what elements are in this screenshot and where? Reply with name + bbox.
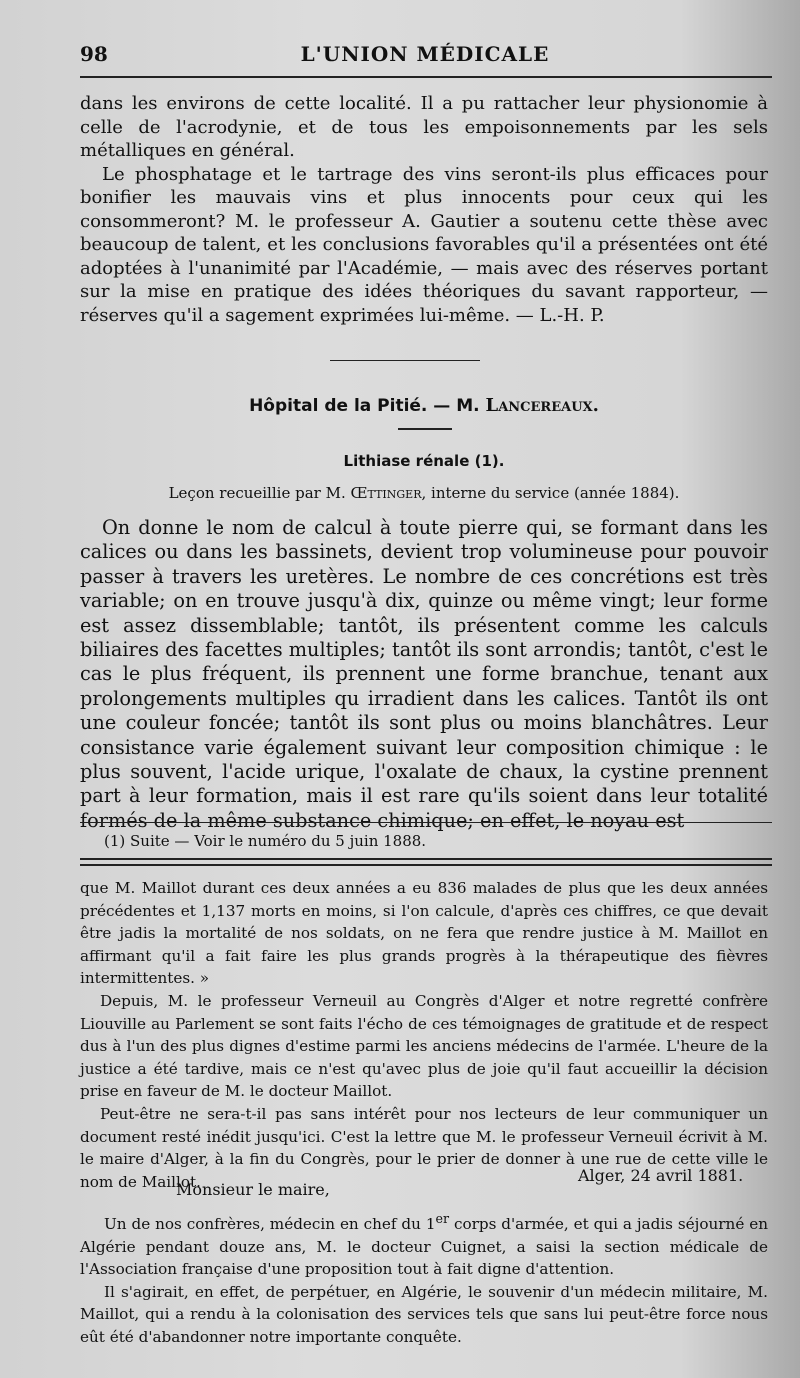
intro-paragraph: Le phosphatage et le tartrage des vins seront-ils plus efficaces pour bonifier les mauvais vins et plus innocents pour ceux qui les consommeront? M. le professeur A. Gautier a soutenu cette thèse avec beaucoup de talent, et les conclusions favorables qu'il a présentées ont été adoptées à l'unanimité par l'Académie, — mais avec des réserves portant sur la mise en pratique des idées théoriques du savant rapporteur, — réserves qu'il a sagement exprimées lui-même. — L.-H. P. xyxy=(80,163,768,326)
letter-body xyxy=(80,1208,768,1349)
byline-name: Œttinger xyxy=(350,484,422,502)
letter-text: corps d'armée, et qui a jadis séjourné en Algérie pendant douze ans, M. le docteur Cuignet, a saisi la section médicale de l'Association française d'une proposition tout à fait digne d'attention. xyxy=(80,1215,768,1279)
running-title: L'UNION MÉDICALE xyxy=(300,42,550,66)
feuilleton-paragraph: Depuis, M. le professeur Verneuil au Congrès d'Alger et notre regretté confrère Liouville au Parlement se sont faits l'écho de ces témoignages de gratitude et de respect dus à l'un des plus dignes d'estime parmi les anciens médecins de l'armée. L'heure de la justice a été tardive, mais ce n'est qu'avec plus de joie qu'il faut accueillir la décision prise en faveur de M. le docteur Maillot. xyxy=(80,991,768,1101)
byline-post: , interne du service (année 1884). xyxy=(421,484,680,502)
letter-salutation: Monsieur le maire, xyxy=(176,1180,330,1199)
intro-text xyxy=(80,92,768,327)
feuilleton-rule-bottom xyxy=(80,864,772,866)
section-title-text: Hôpital de la Pitié. — M. xyxy=(249,396,486,416)
letter-paragraph xyxy=(80,1208,768,1281)
byline xyxy=(80,484,768,502)
article-paragraph: On donne le nom de calcul à toute pierre qui, se formant dans les calices ou dans les bassinets, devient trop volumineuse pour pouvoir passer à travers les uretères. Le nombre de ces concrétions est très variable; on en trouve jusqu'à dix, quinze ou même vingt; leur forme est assez dissemblable; tantôt, ils présentent comme les calculs biliaires des facettes multiples; tantôt ils sont arrondis; tantôt, c'est le cas le plus fréquent, ils prennent une forme branchue, tenant aux prolongements multiples qu irradient dans les calices. Tantôt ils ont une couleur foncée; tantôt ils sont plus ou moins blanchâtres. Leur consistance varie également suivant leur composition chimique : le plus souvent, l'acide urique, l'oxalate de chaux, la cystine prennent part à leur formation, mais il est rare qu'ils soient dans leur totalité formés de la même substance chimique; en effet, le noyau est xyxy=(80,516,768,832)
letter-superscript: er xyxy=(435,1211,450,1226)
feuilleton-paragraph: que M. Maillot durant ces deux années a eu 836 malades de plus que les deux années précédentes et 1,137 morts en moins, si l'on calcule, d'après ces chiffres, ce que devait être jadis la mortalité de nos soldats, on ne fera que rendre justice à M. Maillot en affirmant qu'il a fait faire les plus grands progrès à la thérapeutique des fièvres intermittentes. » xyxy=(80,879,768,988)
letter-dateline: Alger, 24 avril 1881. xyxy=(578,1166,744,1185)
feuilleton-rule-top xyxy=(80,858,772,860)
feuilleton-text xyxy=(80,877,768,1193)
byline-pre: Leçon recueillie par M. xyxy=(168,484,351,502)
section-divider xyxy=(330,360,480,361)
article-subtitle: Lithiase rénale (1). xyxy=(343,452,505,470)
page-header xyxy=(80,42,770,72)
section-title-name: Lancereaux. xyxy=(485,395,599,416)
title-underline xyxy=(398,428,452,430)
letter-paragraph: Il s'agirait, en effet, de perpétuer, en Algérie, le souvenir d'un médecin militaire, M. Maillot, qui a rendu à la colonisation des services tels que sans lui peut-être force nous eût été d'abandonner notre importante conquête. xyxy=(80,1282,768,1347)
feuilleton-paragraph: Peut-être ne sera-t-il pas sans intérêt pour nos lecteurs de leur communiquer un document resté inédit jusqu'ici. C'est la lettre que M. le professeur Verneuil écrivit à M. le maire d'Alger, à la fin du Congrès, pour le prier de donner à une rue de cette ville le nom de Maillot. xyxy=(80,1104,768,1191)
header-rule xyxy=(80,76,772,78)
footnote: (1) Suite — Voir le numéro du 5 juin 1888. xyxy=(104,832,427,850)
section-title xyxy=(80,395,768,416)
letter-text: Un de nos confrères, médecin en chef du 1 xyxy=(104,1215,436,1234)
footnote-rule xyxy=(80,822,772,823)
intro-paragraph: dans les environs de cette localité. Il a pu rattacher leur physionomie à celle de l'acrodynie, et de tous les empoisonnements par les sels métalliques en général. xyxy=(80,93,768,161)
article-body xyxy=(80,516,768,833)
page-number: 98 xyxy=(80,42,108,66)
